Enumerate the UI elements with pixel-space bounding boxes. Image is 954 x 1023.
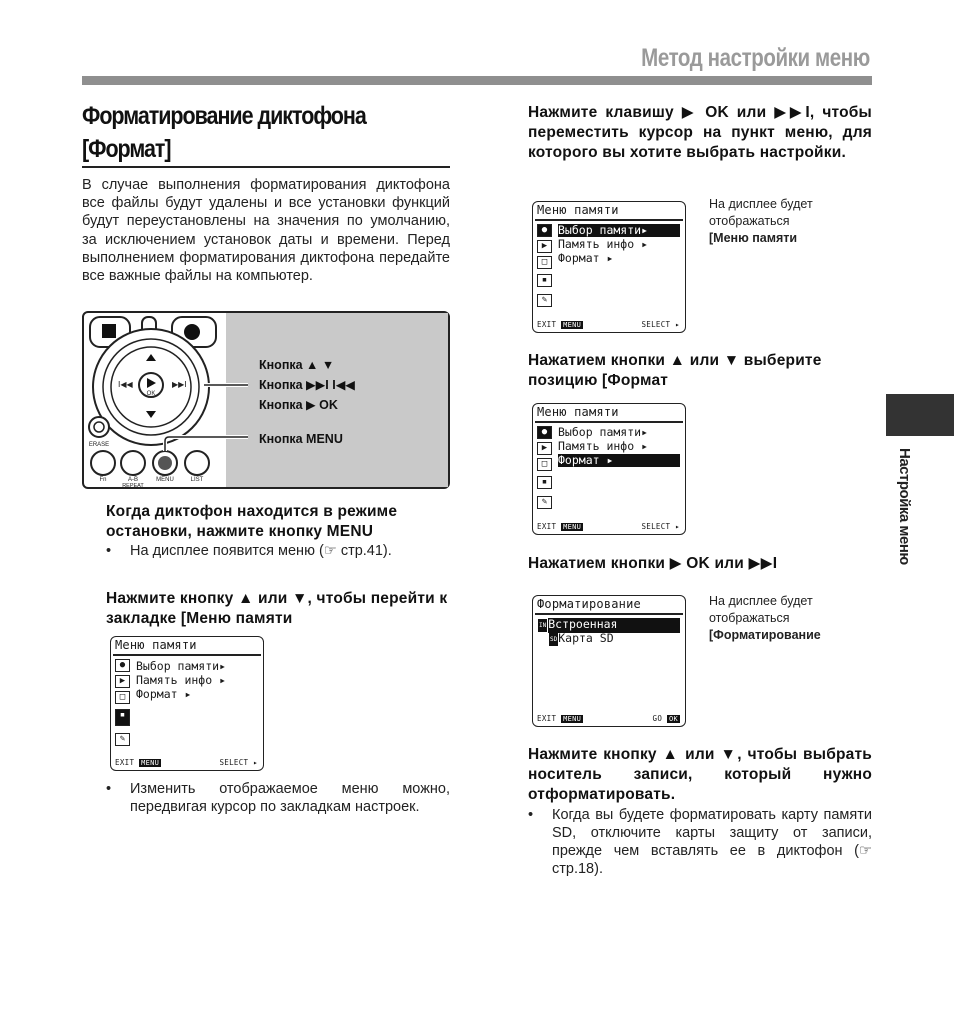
lcd2-tab-wrench-icon: ✎ xyxy=(537,294,552,307)
step6-bullet: • Когда вы будете форматировать карту памяти SD, отключите карты защиту от записи, прежде чем вставлять ее в диктофон (☞ стр.18). xyxy=(528,807,872,877)
lcd-screen-2 xyxy=(532,201,686,333)
rewind-icon: I◀◀ xyxy=(118,380,133,389)
lcd3-exit: EXIT MENU xyxy=(537,522,582,531)
lcd3-select: SELECT ▸ xyxy=(641,522,680,531)
lcd4-exit: EXIT MENU xyxy=(537,714,582,723)
lcd-screen-4 xyxy=(532,595,686,727)
intro-paragraph: В случае выполнения форматирования диктофона все файлы будут удалены и все установки функций будут переустановлены на значения по умолчанию, за исключением установок даты и времени. Перед выполнением форматирования диктофона передайте все важные файлы на компьютер. xyxy=(82,177,450,285)
label-menu: Кнопка MENU xyxy=(259,432,343,446)
label-ff-rew: Кнопка ▶▶I I◀◀ xyxy=(259,378,355,392)
lcd1-select: SELECT ▸ xyxy=(219,758,258,767)
section-title-line2: [Формат] xyxy=(82,135,171,163)
lcd2-item-memory-select: Выбор памяти▸ xyxy=(558,224,680,237)
lcd4-item-internal: IN Встроенная xyxy=(537,618,680,633)
list-label: LIST xyxy=(190,477,204,483)
lcd2-tab-memory-icon: ▪ xyxy=(537,274,552,287)
fn-button xyxy=(91,451,115,475)
menu-label: MENU xyxy=(156,477,174,483)
lcd3-tab-mic-icon: ● xyxy=(537,426,552,439)
step5-heading: Нажатием кнопки ▶ OK или ▶▶I xyxy=(528,555,778,572)
ab-label: A-B xyxy=(127,477,139,483)
lcd3-title: Меню памяти xyxy=(537,405,619,419)
lcd3-tab-play-icon: ▶ xyxy=(537,442,552,455)
label-ok: Кнопка ▶ OK xyxy=(259,398,338,412)
label-up-down: Кнопка ▲ ▼ xyxy=(259,358,335,372)
lcd2-tab-play-icon: ▶ xyxy=(537,240,552,253)
header-bar xyxy=(82,76,872,85)
lcd3-item-memory-select: Выбор памяти▸ xyxy=(558,425,649,439)
lcd1-tab-memory-icon: ▪ xyxy=(115,709,130,726)
lcd2-select: SELECT ▸ xyxy=(641,320,680,329)
step6-heading: Нажмите кнопку ▲ или ▼, чтобы выбрать носитель записи, который нужно отформатировать. xyxy=(528,746,872,803)
lcd1-tab-mic-icon: ● xyxy=(115,659,130,672)
menu-button-highlight xyxy=(158,456,172,470)
step3-heading: Нажмите клавишу ▶ OK или ▶▶I, чтобы переместить курсор на пункт меню, для которого вы хотите выбрать настройки. xyxy=(528,104,872,161)
lcd1-item-memory-info: Память инфо ▸ xyxy=(136,673,227,687)
step3-note: На дисплее будет отображаться [Меню памяти xyxy=(709,197,813,245)
lcd2-title: Меню памяти xyxy=(537,203,619,217)
lcd1-tab-play-icon: ▶ xyxy=(115,675,130,688)
step2-heading: Нажмите кнопку ▲ или ▼, чтобы перейти к закладке [Меню памяти xyxy=(106,590,448,627)
step2-bullet: • Изменить отображаемое меню можно, передвигая курсор по закладкам настроек. xyxy=(106,781,450,815)
section-title xyxy=(82,100,398,166)
lcd3-tab-wrench-icon: ✎ xyxy=(537,496,552,509)
lcd3-item-format: Формат ▸ xyxy=(558,454,680,467)
step1-heading: Когда диктофон находится в режиме остановки, нажмите кнопку MENU xyxy=(106,503,398,540)
lcd3-tab-memory-icon: ▪ xyxy=(537,476,552,489)
side-tab-label: Настройка меню xyxy=(896,448,913,565)
lcd4-item-sd: SDКарта SD xyxy=(550,631,614,645)
lcd1-item-memory-select: Выбор памяти▸ xyxy=(136,659,227,673)
lcd2-tab-mic-icon: ● xyxy=(537,224,552,237)
list-button xyxy=(185,451,209,475)
lcd2-exit: EXIT MENU xyxy=(537,320,582,329)
step2-bullet-text: Изменить отображаемое меню можно, передвигая курсор по закладкам настроек. xyxy=(130,781,450,815)
repeat-label: REPEAT xyxy=(122,483,144,487)
side-tab-marker xyxy=(886,394,954,436)
record-icon xyxy=(184,324,200,340)
internal-memory-icon: IN xyxy=(537,618,548,633)
header-title: Метод настройки меню xyxy=(641,44,870,72)
stop-icon xyxy=(102,324,116,338)
lcd-screen-3 xyxy=(532,403,686,535)
lcd3-item-memory-info: Память инфо ▸ xyxy=(558,439,649,453)
sd-card-icon: SD xyxy=(549,633,558,646)
lcd1-item-format: Формат ▸ xyxy=(136,687,192,701)
lcd4-go: GO OK xyxy=(652,714,678,723)
ok-label: OK xyxy=(146,391,156,397)
title-rule xyxy=(82,166,450,168)
lcd1-tab-wrench-icon: ✎ xyxy=(115,733,130,746)
ab-repeat-button xyxy=(121,451,145,475)
erase-label: ERASE xyxy=(88,442,110,448)
lcd1-tab-display-icon: □ xyxy=(115,691,130,704)
forward-icon: ▶▶I xyxy=(172,380,187,389)
lcd-screen-1 xyxy=(110,636,264,771)
lcd2-item-memory-info: Память инфо ▸ xyxy=(558,237,649,251)
lcd4-title: Форматирование xyxy=(537,597,641,611)
section-title-line1: Форматирование диктофона xyxy=(82,102,366,130)
lcd1-title: Меню памяти xyxy=(115,638,197,652)
fn-label: Fn xyxy=(99,477,107,483)
step5-note: На дисплее будет отображаться [Форматирование xyxy=(709,594,821,642)
step4-heading: Нажатием кнопки ▲ или ▼ выберите позицию [Формат xyxy=(528,352,822,389)
step1-bullet: • На дисплее появится меню (☞ стр.41). xyxy=(106,542,450,560)
lcd2-item-format: Формат ▸ xyxy=(558,251,614,265)
step6-bullet-text: Когда вы будете форматировать карту памяти SD, отключите карты защиту от записи, прежде чем вставлять ее в диктофон (☞ стр.18). xyxy=(552,807,872,877)
lcd1-exit: EXIT MENU xyxy=(115,758,160,767)
lcd2-tab-display-icon: □ xyxy=(537,256,552,269)
step1-bullet-text: На дисплее появится меню (☞ стр.41). xyxy=(130,543,392,559)
lcd3-tab-display-icon: □ xyxy=(537,458,552,471)
